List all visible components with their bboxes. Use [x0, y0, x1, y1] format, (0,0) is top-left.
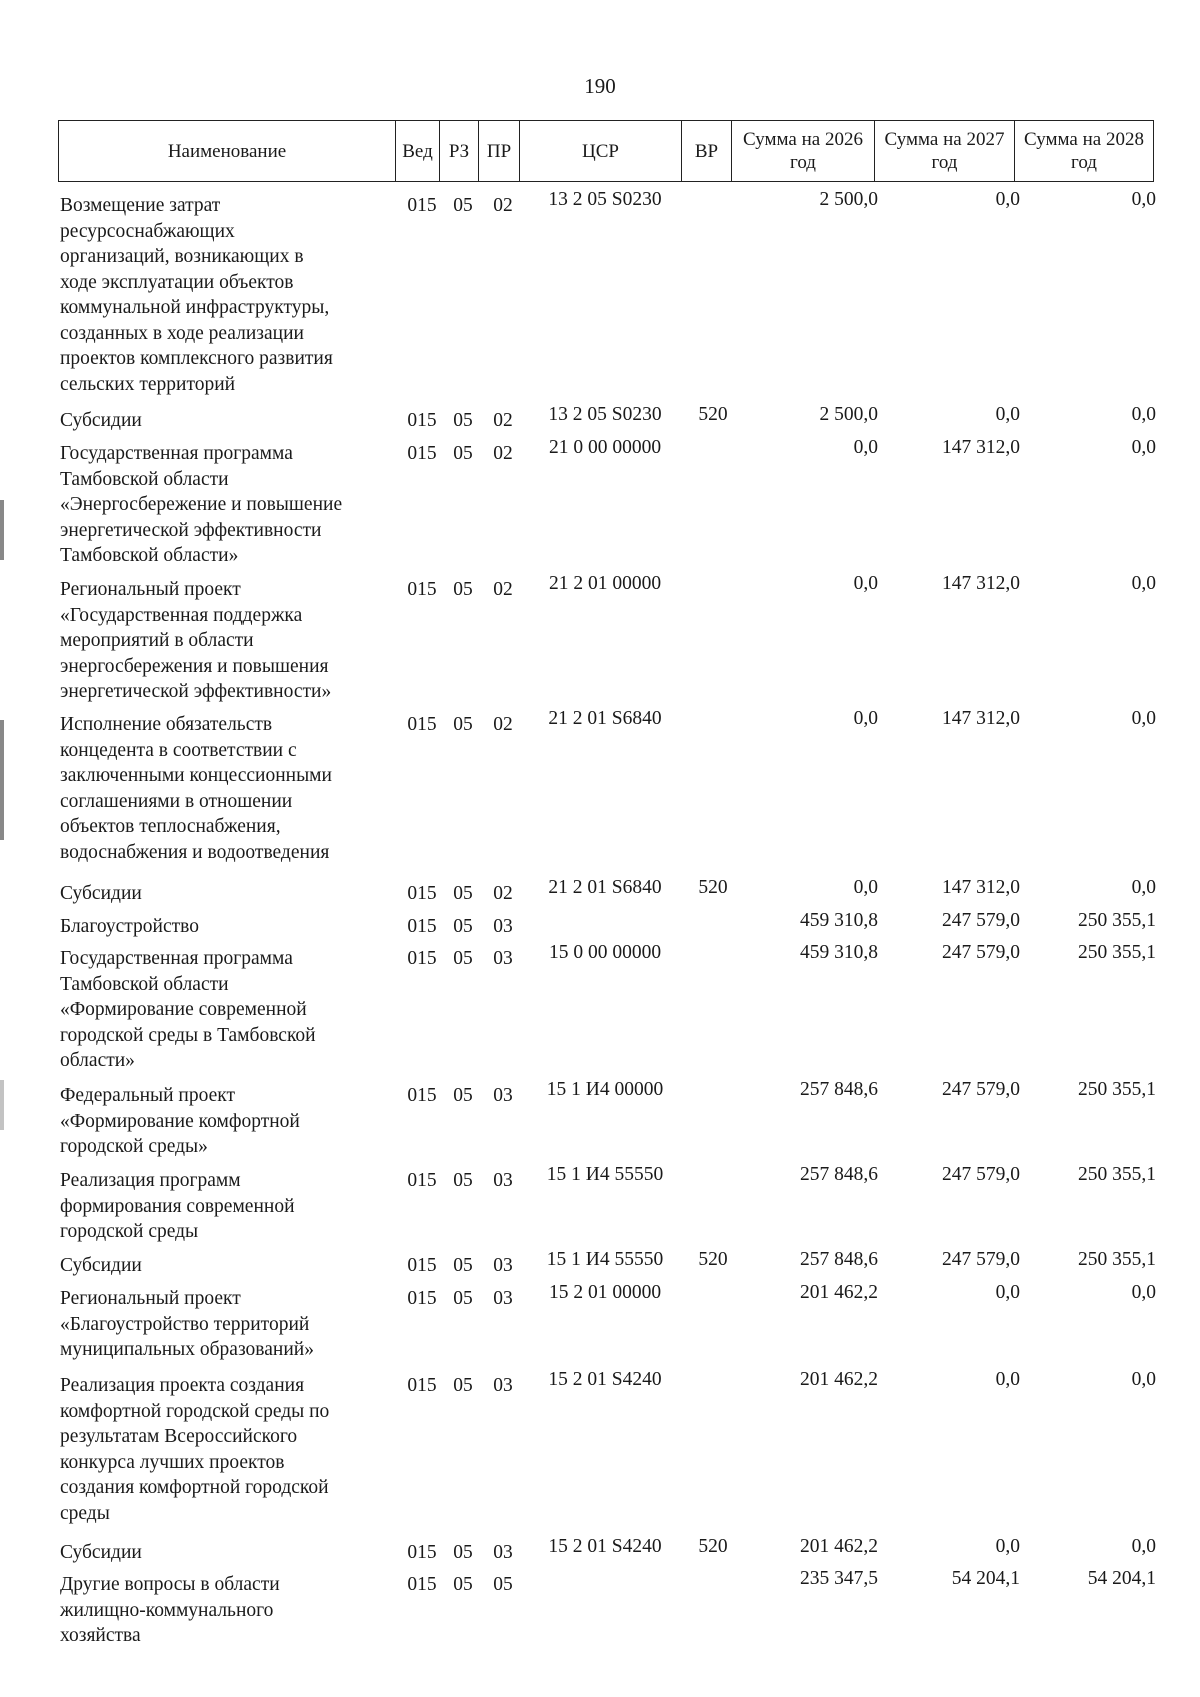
- row-sum-2028: 0,0: [1131, 1536, 1156, 1557]
- row-pr: 02: [493, 883, 513, 904]
- row-sum-2026: 0,0: [853, 708, 878, 729]
- row-sum-2028: 0,0: [1131, 437, 1156, 458]
- row-sum-2027: 54 204,1: [951, 1568, 1020, 1589]
- row-rz: 05: [453, 1255, 473, 1276]
- header-csr: ЦСР: [520, 121, 682, 182]
- row-rz: 05: [453, 883, 473, 904]
- header-sum-2028: Сумма на 2028 год: [1015, 121, 1154, 182]
- header-name: Наименование: [59, 121, 396, 182]
- row-pr: 02: [493, 195, 513, 216]
- row-csr: 15 0 00 00000: [548, 942, 662, 963]
- row-rz: 05: [453, 410, 473, 431]
- row-sum-2028: 0,0: [1131, 573, 1156, 594]
- row-name: Исполнение обязательств концедента в соответствии с заключенными концессионными соглашениями в отношении объектов теплоснабжения, водоснабжения и водоотведения: [60, 714, 332, 863]
- row-sum-2027: 247 579,0: [942, 1079, 1020, 1100]
- row-sum-2028: 0,0: [1131, 1282, 1156, 1303]
- row-ved: 015: [407, 579, 437, 600]
- row-rz: 05: [453, 1170, 473, 1191]
- row-sum-2026: 201 462,2: [800, 1282, 878, 1303]
- row-name: Субсидии: [60, 883, 142, 904]
- row-sum-2027: 147 312,0: [942, 877, 1020, 898]
- row-ved: 015: [407, 443, 437, 464]
- row-ved: 015: [407, 1375, 437, 1396]
- row-csr: 15 1 И4 55550: [546, 1164, 664, 1185]
- row-sum-2026: 0,0: [853, 877, 878, 898]
- row-csr: 15 1 И4 55550: [546, 1249, 664, 1270]
- row-csr: 15 1 И4 00000: [546, 1079, 664, 1100]
- row-pr: 03: [493, 1542, 513, 1563]
- row-pr: 03: [493, 948, 513, 969]
- row-sum-2026: 2 500,0: [819, 189, 878, 210]
- row-ved: 015: [407, 1288, 437, 1309]
- row-sum-2028: 0,0: [1131, 877, 1156, 898]
- row-csr: 13 2 05 S0230: [548, 404, 662, 425]
- row-sum-2026: 459 310,8: [800, 910, 878, 931]
- row-name: Возмещение затрат ресурсоснабжающих организаций, возникающих в ходе эксплуатации объектов коммунальной инфраструктуры, созданных в ходе реализации проектов комплексного развития сельских территорий: [60, 195, 333, 395]
- row-rz: 05: [453, 1085, 473, 1106]
- row-sum-2027: 147 312,0: [942, 573, 1020, 594]
- row-pr: 02: [493, 714, 513, 735]
- row-sum-2028: 0,0: [1131, 1369, 1156, 1390]
- row-pr: 03: [493, 916, 513, 937]
- row-sum-2027: 147 312,0: [942, 708, 1020, 729]
- scan-edge-mark: [0, 720, 4, 840]
- row-sum-2027: 147 312,0: [942, 437, 1020, 458]
- row-sum-2026: 257 848,6: [800, 1164, 878, 1185]
- row-rz: 05: [453, 579, 473, 600]
- row-sum-2026: 2 500,0: [819, 404, 878, 425]
- row-name: Субсидии: [60, 1542, 142, 1563]
- row-sum-2026: 201 462,2: [800, 1369, 878, 1390]
- row-csr: 15 2 01 S4240: [548, 1369, 662, 1390]
- header-vr: ВР: [682, 121, 732, 182]
- row-sum-2026: 459 310,8: [800, 942, 878, 963]
- row-rz: 05: [453, 714, 473, 735]
- row-rz: 05: [453, 916, 473, 937]
- header-sum-2027: Сумма на 2027 год: [875, 121, 1015, 182]
- row-sum-2027: 247 579,0: [942, 1249, 1020, 1270]
- row-pr: 03: [493, 1085, 513, 1106]
- row-pr: 02: [493, 579, 513, 600]
- row-name: Государственная программа Тамбовской области «Формирование современной городской среды в Тамбовской области»: [60, 948, 316, 1071]
- row-name: Реализация программ формирования современной городской среды: [60, 1170, 295, 1242]
- row-name: Региональный проект «Благоустройство территорий муниципальных образований»: [60, 1288, 314, 1360]
- header-ved: Вед: [396, 121, 440, 182]
- header-rz: РЗ: [440, 121, 479, 182]
- header-pr: ПР: [479, 121, 520, 182]
- row-pr: 02: [493, 443, 513, 464]
- row-sum-2028: 0,0: [1131, 189, 1156, 210]
- row-pr: 03: [493, 1170, 513, 1191]
- row-sum-2027: 247 579,0: [942, 942, 1020, 963]
- row-ved: 015: [407, 1255, 437, 1276]
- row-csr: 15 2 01 S4240: [548, 1536, 662, 1557]
- row-rz: 05: [453, 1375, 473, 1396]
- table-header: [58, 120, 1154, 182]
- scan-edge-mark: [0, 500, 4, 560]
- row-pr: 05: [493, 1574, 513, 1595]
- row-sum-2028: 250 355,1: [1078, 1249, 1156, 1270]
- row-name: Субсидии: [60, 410, 142, 431]
- row-sum-2027: 0,0: [995, 1369, 1020, 1390]
- row-pr: 03: [493, 1375, 513, 1396]
- row-csr: 13 2 05 S0230: [548, 189, 662, 210]
- row-ved: 015: [407, 1085, 437, 1106]
- row-pr: 02: [493, 410, 513, 431]
- row-rz: 05: [453, 1574, 473, 1595]
- row-csr: 21 2 01 00000: [548, 573, 662, 594]
- row-ved: 015: [407, 1542, 437, 1563]
- row-rz: 05: [453, 195, 473, 216]
- row-sum-2027: 0,0: [995, 404, 1020, 425]
- row-rz: 05: [453, 948, 473, 969]
- scan-edge-mark: [0, 1080, 4, 1130]
- row-name: Федеральный проект «Формирование комфортной городской среды»: [60, 1085, 300, 1157]
- row-name: Другие вопросы в области жилищно-коммунального хозяйства: [60, 1574, 280, 1646]
- row-pr: 03: [493, 1255, 513, 1276]
- row-sum-2028: 0,0: [1131, 708, 1156, 729]
- row-sum-2026: 257 848,6: [800, 1249, 878, 1270]
- row-sum-2028: 250 355,1: [1078, 910, 1156, 931]
- row-ved: 015: [407, 410, 437, 431]
- row-ved: 015: [407, 916, 437, 937]
- row-pr: 03: [493, 1288, 513, 1309]
- row-rz: 05: [453, 443, 473, 464]
- row-sum-2026: 201 462,2: [800, 1536, 878, 1557]
- row-sum-2026: 235 347,5: [800, 1568, 878, 1589]
- row-sum-2028: 54 204,1: [1087, 1568, 1156, 1589]
- row-vr: 520: [698, 404, 728, 425]
- row-name: Региональный проект «Государственная поддержка мероприятий в области энергосбережения и повышения энергетической эффективности»: [60, 579, 332, 702]
- row-ved: 015: [407, 883, 437, 904]
- row-sum-2026: 0,0: [853, 573, 878, 594]
- row-csr: 21 2 01 S6840: [548, 877, 662, 898]
- row-rz: 05: [453, 1542, 473, 1563]
- row-sum-2026: 257 848,6: [800, 1079, 878, 1100]
- row-sum-2027: 247 579,0: [942, 910, 1020, 931]
- page-number: 190: [584, 74, 616, 98]
- row-csr: 21 0 00 00000: [548, 437, 662, 458]
- row-ved: 015: [407, 195, 437, 216]
- row-name: Государственная программа Тамбовской области «Энергосбережение и повышение энергетической эффективности Тамбовской области»: [60, 443, 343, 566]
- row-sum-2028: 0,0: [1131, 404, 1156, 425]
- row-vr: 520: [698, 877, 728, 898]
- row-name: Субсидии: [60, 1255, 142, 1276]
- row-csr: 15 2 01 00000: [548, 1282, 662, 1303]
- row-csr: 21 2 01 S6840: [548, 708, 662, 729]
- row-sum-2027: 0,0: [995, 1536, 1020, 1557]
- row-vr: 520: [698, 1536, 728, 1557]
- row-ved: 015: [407, 948, 437, 969]
- row-ved: 015: [407, 714, 437, 735]
- row-vr: 520: [698, 1249, 728, 1270]
- row-sum-2026: 0,0: [853, 437, 878, 458]
- row-sum-2028: 250 355,1: [1078, 942, 1156, 963]
- row-name: Благоустройство: [60, 916, 199, 937]
- row-sum-2028: 250 355,1: [1078, 1164, 1156, 1185]
- row-ved: 015: [407, 1574, 437, 1595]
- row-sum-2027: 0,0: [995, 189, 1020, 210]
- row-rz: 05: [453, 1288, 473, 1309]
- row-sum-2028: 250 355,1: [1078, 1079, 1156, 1100]
- row-name: Реализация проекта создания комфортной городской среды по результатам Всероссийского конкурса лучших проектов создания комфортной городской среды: [60, 1375, 330, 1524]
- row-ved: 015: [407, 1170, 437, 1191]
- row-sum-2027: 0,0: [995, 1282, 1020, 1303]
- header-sum-2026: Сумма на 2026 год: [732, 121, 875, 182]
- row-sum-2027: 247 579,0: [942, 1164, 1020, 1185]
